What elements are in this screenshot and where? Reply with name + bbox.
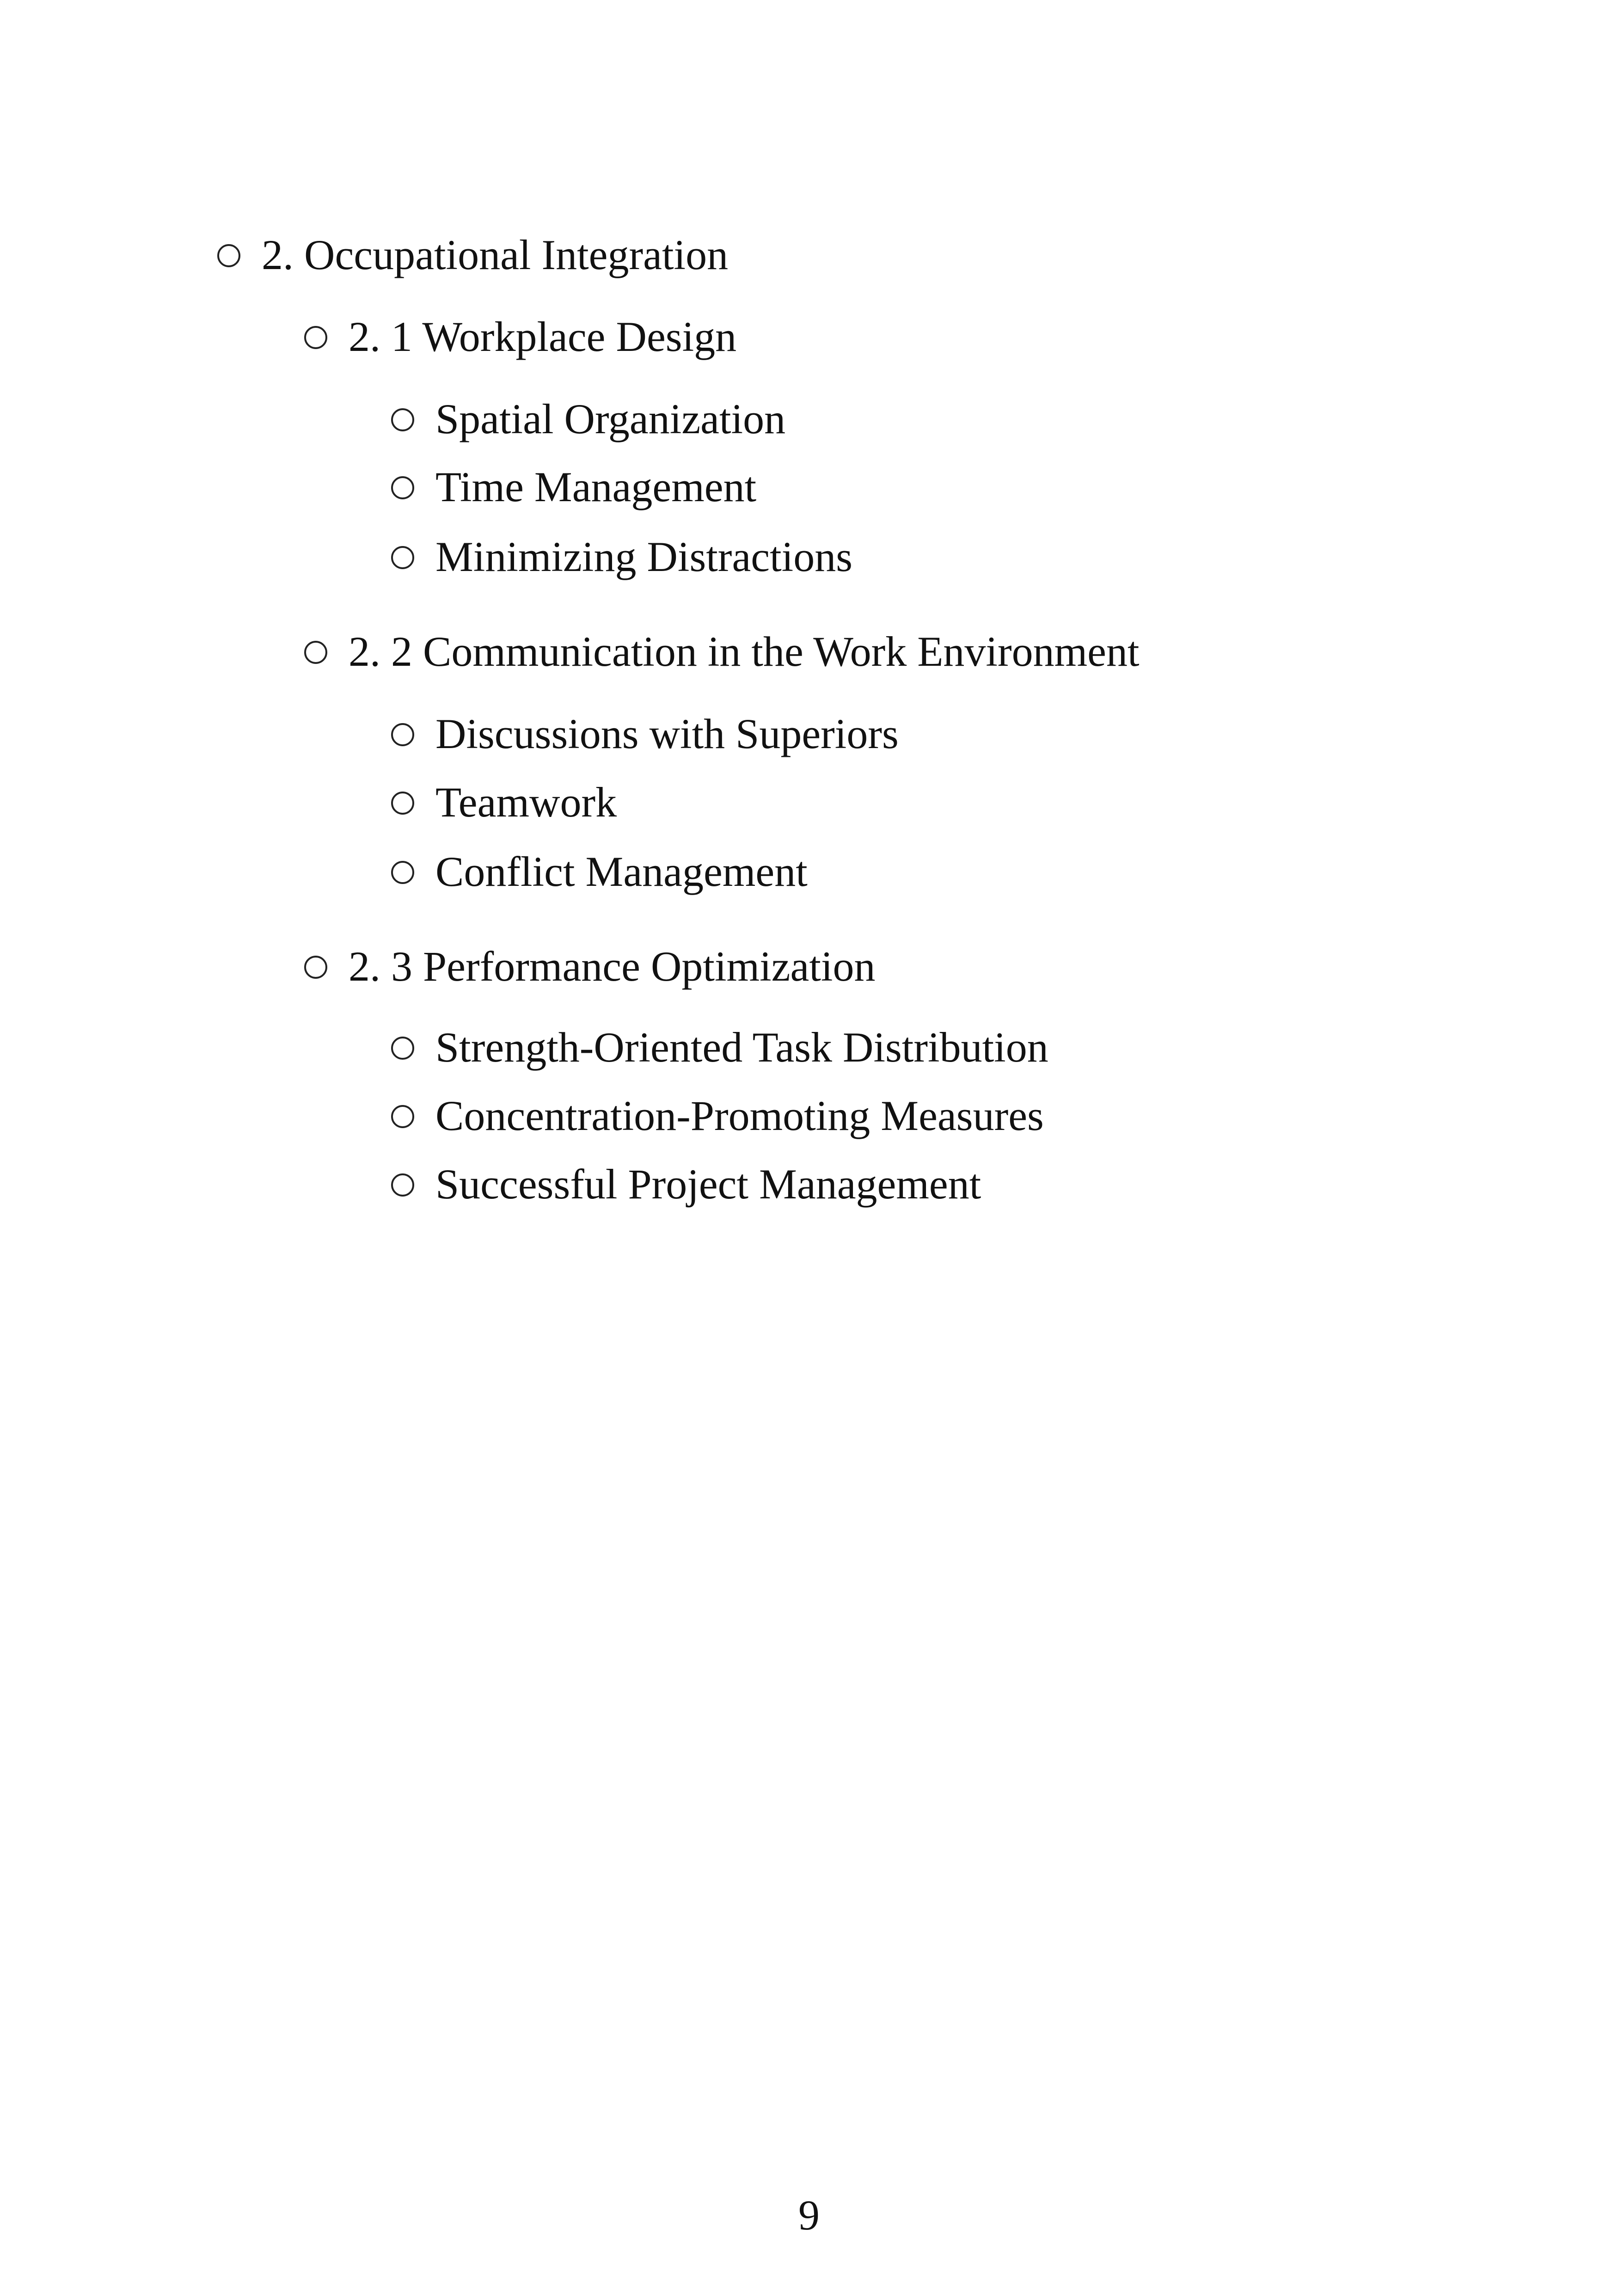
outline-item — [391, 1160, 981, 1208]
outline-item — [391, 779, 617, 826]
outline-item — [391, 395, 786, 442]
item-label: Concentration-Promoting Measures — [435, 1092, 1044, 1139]
outline-item — [391, 850, 808, 893]
hollow-circle-bullet-icon — [391, 408, 414, 431]
outline-subsection — [304, 315, 736, 358]
item-label: Spatial Organization — [435, 395, 786, 442]
hollow-circle-bullet-icon — [391, 792, 414, 815]
hollow-circle-bullet-icon — [391, 1037, 414, 1060]
item-label: Discussions with Superiors — [435, 710, 899, 757]
outline-item — [391, 712, 899, 755]
item-label: Minimizing Distractions — [435, 533, 853, 580]
section-title: 2. Occupational Integration — [262, 231, 729, 278]
outline-subsection — [304, 630, 1140, 673]
outline-item — [391, 463, 757, 510]
item-label: Time Management — [435, 463, 757, 510]
outline-subsection — [304, 945, 875, 988]
outline-section — [217, 233, 728, 276]
hollow-circle-bullet-icon — [217, 244, 240, 267]
item-label: Successful Project Management — [435, 1160, 981, 1208]
hollow-circle-bullet-icon — [391, 861, 414, 884]
subsection-title: 2. 1 Workplace Design — [349, 313, 737, 360]
hollow-circle-bullet-icon — [391, 476, 414, 499]
hollow-circle-bullet-icon — [304, 641, 327, 664]
outline-item — [391, 1024, 1048, 1071]
outline-item — [391, 1094, 1044, 1137]
hollow-circle-bullet-icon — [304, 326, 327, 349]
subsection-title: 2. 2 Communication in the Work Environment — [349, 628, 1140, 675]
hollow-circle-bullet-icon — [391, 546, 414, 569]
hollow-circle-bullet-icon — [304, 956, 327, 979]
outline-item — [391, 535, 852, 578]
page-number: 9 — [798, 2192, 820, 2239]
item-label: Conflict Management — [435, 848, 808, 895]
item-label: Strength-Oriented Task Distribution — [435, 1024, 1048, 1071]
hollow-circle-bullet-icon — [391, 1173, 414, 1197]
hollow-circle-bullet-icon — [391, 1105, 414, 1128]
hollow-circle-bullet-icon — [391, 723, 414, 746]
subsection-title: 2. 3 Performance Optimization — [349, 943, 876, 990]
item-label: Teamwork — [435, 779, 617, 826]
